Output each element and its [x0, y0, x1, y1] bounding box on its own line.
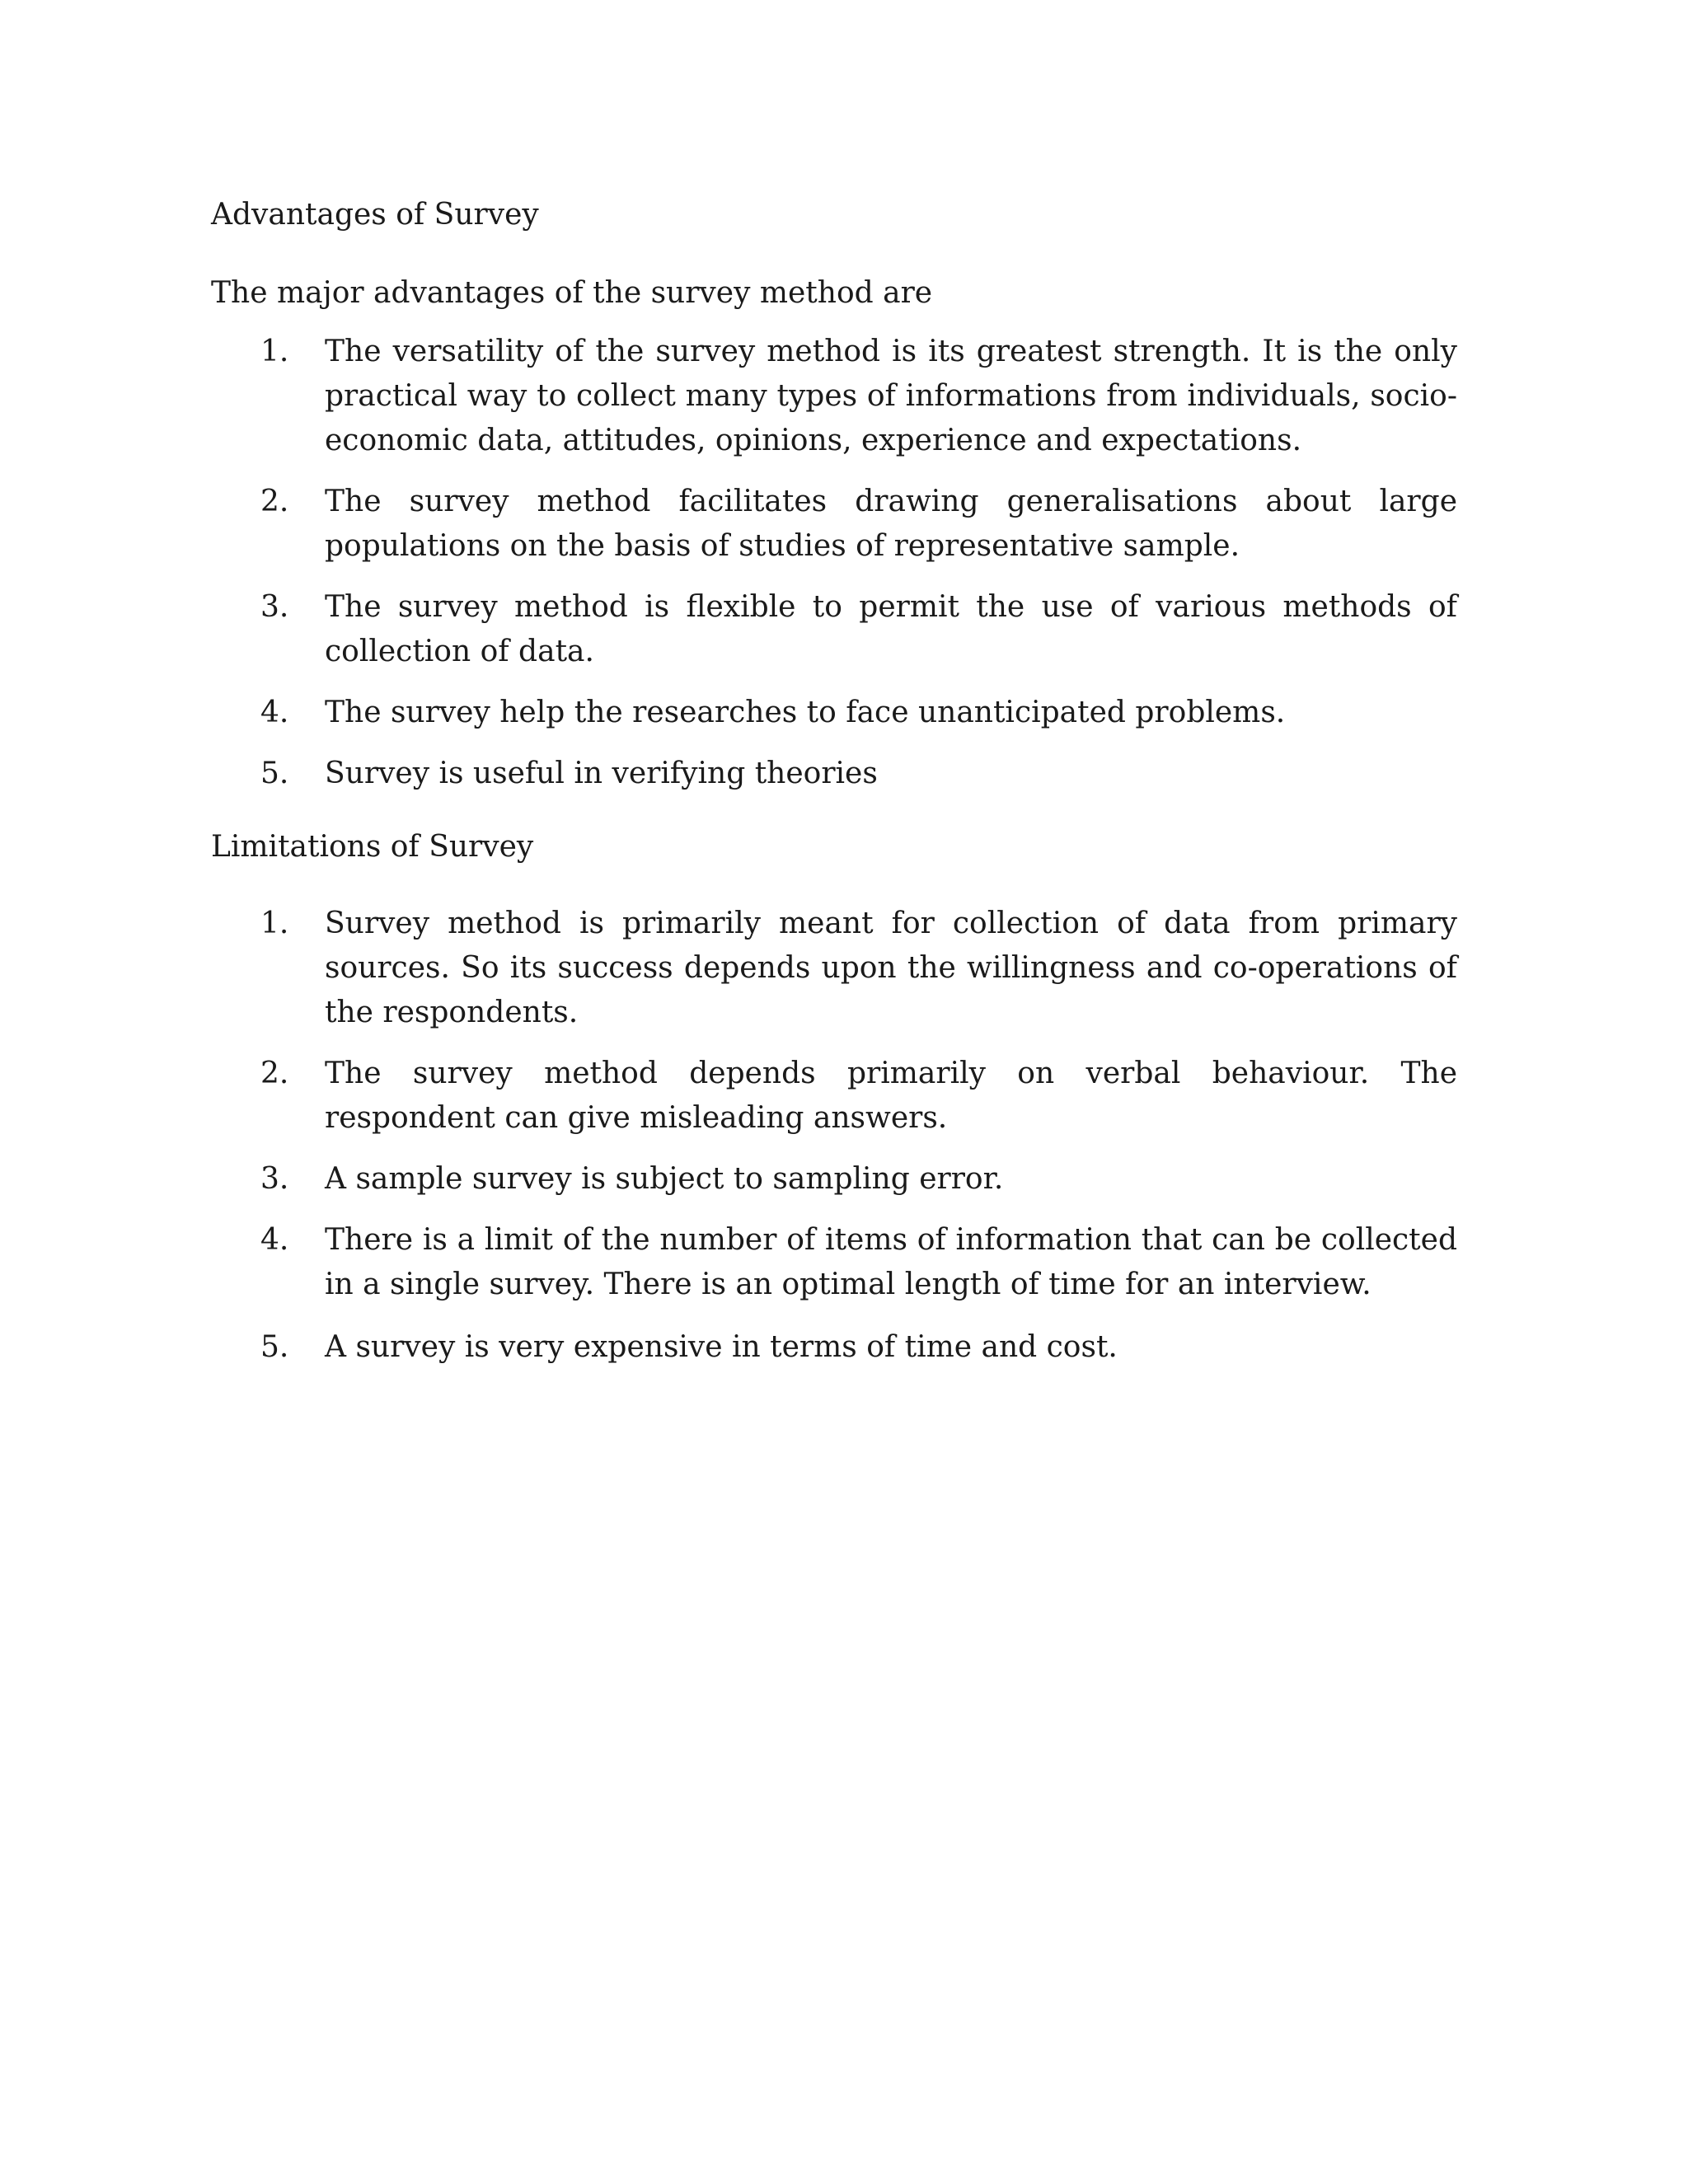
- advantages-heading: Advantages of Survey: [211, 198, 539, 232]
- limitations-heading: Limitations of Survey: [211, 830, 534, 864]
- list-number: 4.: [260, 1223, 289, 1257]
- list-number: 3.: [260, 590, 289, 624]
- list-number: 5.: [260, 757, 289, 790]
- list-item-text: The survey method facilitates drawing generalisations about large populations on the basis of studies of representative sample.: [325, 485, 1457, 563]
- advantages-list-item: [260, 330, 1457, 463]
- list-item-text: The survey method is flexible to permit the use of various methods of collection of data.: [325, 590, 1457, 668]
- list-item-text: The survey method depends primarily on verbal behaviour. The respondent can give misleading answers.: [325, 1057, 1457, 1135]
- limitations-list-item: [260, 902, 1457, 1035]
- list-number: 2.: [260, 485, 289, 518]
- list-number: 2.: [260, 1057, 289, 1090]
- list-number: 4.: [260, 696, 289, 729]
- list-number: 5.: [260, 1330, 289, 1364]
- list-number: 3.: [260, 1162, 289, 1196]
- advantages-list-item: [260, 480, 1457, 569]
- list-item-text: Survey method is primarily meant for collection of data from primary sources. So its success depends upon the willingness and co-operations of the respondents.: [325, 907, 1457, 1029]
- advantages-list-item: [260, 585, 1457, 674]
- list-item-text: A survey is very expensive in terms of time and cost.: [325, 1330, 1118, 1364]
- limitations-list-item: [260, 1052, 1457, 1141]
- limitations-list-item: [260, 1325, 1457, 1370]
- list-number: 1.: [260, 335, 289, 368]
- list-item-text: Survey is useful in verifying theories: [325, 757, 878, 790]
- list-item-text: The versatility of the survey method is its greatest strength. It is the only practical way to collect many types of informations from individuals, socio-economic data, attitudes, opinions, experience and expectations.: [325, 335, 1457, 457]
- limitations-list-item: [260, 1157, 1457, 1202]
- advantages-intro: The major advantages of the survey method are: [211, 276, 933, 310]
- list-item-text: A sample survey is subject to sampling error.: [325, 1162, 1004, 1196]
- list-item-text: The survey help the researches to face unanticipated problems.: [325, 696, 1286, 729]
- advantages-list-item: [260, 752, 1457, 796]
- advantages-list-item: [260, 691, 1457, 735]
- list-item-text: There is a limit of the number of items of information that can be collected in a single survey. There is an optimal length of time for an interview.: [325, 1223, 1457, 1301]
- limitations-list-item: [260, 1218, 1457, 1307]
- list-number: 1.: [260, 907, 289, 940]
